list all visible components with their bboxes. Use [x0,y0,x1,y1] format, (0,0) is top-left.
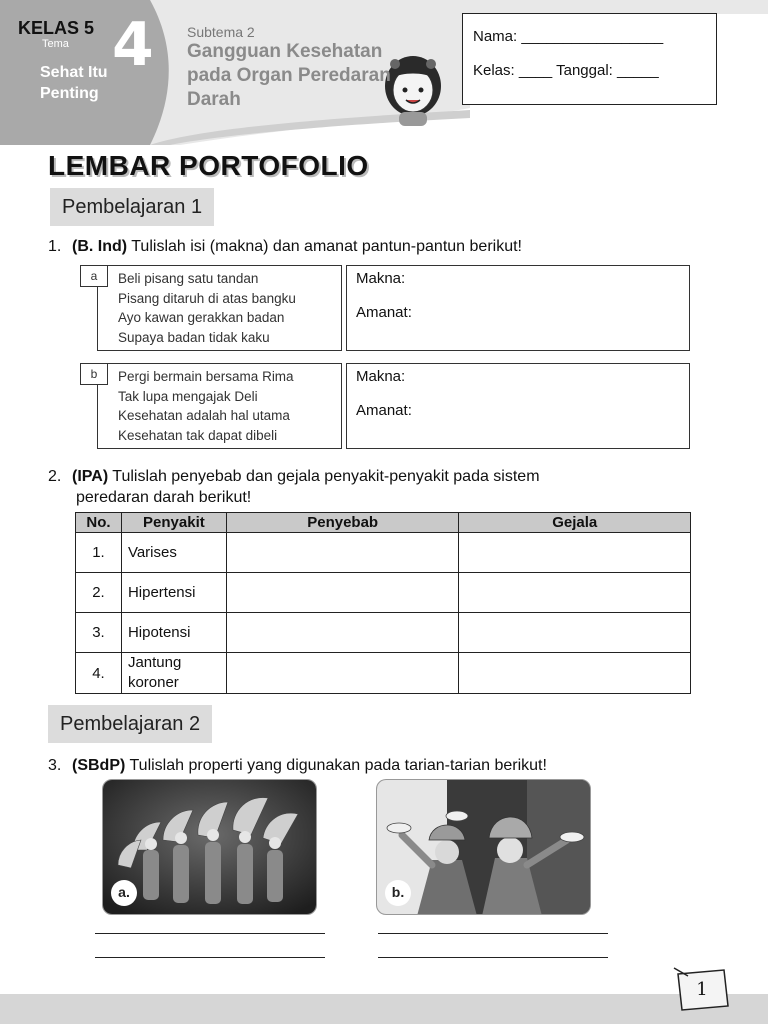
symptom-cell[interactable] [459,533,691,573]
theme-label: Tema [42,38,69,50]
cause-cell[interactable] [226,533,459,573]
row-number: 2. [76,573,122,613]
column-header-gejala: Gejala [459,513,691,533]
row-number: 3. [76,613,122,653]
cause-cell[interactable] [226,653,459,694]
page-number: 1 [696,979,708,1000]
row-number: 1. [76,533,122,573]
photo-label-a: a. [111,880,137,906]
question-text: Tulislah properti yang digunakan pada tarian-tarian berikut! [125,757,547,774]
question-subject: (B. Ind) [72,238,128,255]
disease-table [75,512,691,694]
pantun-box-b [90,363,342,449]
column-header-penyakit: Penyakit [121,513,226,533]
makna-label: Makna: [356,270,406,287]
name-field[interactable]: Nama: _________________ [473,28,664,45]
student-info-box [462,13,717,105]
row-number: 4. [76,653,122,694]
amanat-label: Amanat: [356,304,412,321]
table-header-row [76,513,691,533]
symptom-cell[interactable] [459,573,691,613]
question-1 [48,236,522,257]
page-title: LEMBAR PORTOFOLIO [48,150,369,181]
pantun-box-a [90,265,342,351]
theme-number: 4 [112,10,154,80]
question-number: 2. [48,468,62,485]
footer-band [0,994,768,1024]
class-date-field[interactable]: Kelas: ____ Tanggal: _____ [473,62,659,79]
table-row [76,613,691,653]
answer-line-a-2[interactable] [95,957,325,958]
pantun-letter: a [80,265,108,287]
pantun-line: Kesehatan tak dapat dibeli [118,427,278,443]
disease-name: Hipotensi [121,613,226,653]
pantun-line: Ayo kawan gerakkan badan [118,310,285,325]
pantun-line: Pisang ditaruh di atas bangku [118,290,296,306]
class-label: KELAS 5 [18,18,95,38]
pantun-line: Tak lupa mengajak Deli [118,388,258,404]
column-header-penyebab: Penyebab [226,513,459,533]
subtheme-title: Gangguan Kesehatan pada Organ Peredaran Darah [187,41,391,110]
question-number: 1. [48,238,62,255]
pantun-line: Beli pisang satu tandan [118,271,259,286]
table-row [76,533,691,573]
section-tab-pembelajaran-1: Pembelajaran 1 [50,188,214,226]
question-text-line-2: peredaran darah berikut! [76,489,252,506]
answer-line-a-1[interactable] [95,933,325,934]
table-row [76,653,691,694]
question-subject: (IPA) [72,468,109,485]
answer-line-b-1[interactable] [378,933,608,934]
pantun-letter: b [80,363,108,385]
section-tab-pembelajaran-2: Pembelajaran 2 [48,705,212,743]
question-subject: (SBdP) [72,757,126,774]
pantun-line: Kesehatan adalah hal utama [118,408,290,423]
theme-title: Sehat Itu Penting [40,64,108,102]
disease-name: Hipertensi [121,573,226,613]
photo-label-b: b. [385,880,411,906]
subtheme-label: Subtema 2 [187,24,255,40]
pantun-line: Supaya badan tidak kaku [118,329,270,345]
column-header-no: No. [76,513,122,533]
amanat-label: Amanat: [356,402,412,419]
cause-cell[interactable] [226,573,459,613]
question-number: 3. [48,757,62,774]
answer-line-b-2[interactable] [378,957,608,958]
answer-box-b[interactable] [346,363,690,449]
question-2 [48,466,540,508]
makna-label: Makna: [356,368,406,385]
question-text: Tulislah penyebab dan gejala penyakit-penyakit pada sistem [108,468,540,485]
table-row [76,573,691,613]
pantun-line: Pergi bermain bersama Rima [118,369,294,384]
disease-name: Varises [121,533,226,573]
dance-photo-b [376,779,591,915]
symptom-cell[interactable] [459,613,691,653]
disease-name: Jantung koroner [121,653,226,694]
answer-box-a[interactable] [346,265,690,351]
dance-photo-a [102,779,317,915]
symptom-cell[interactable] [459,653,691,694]
question-text: Tulislah isi (makna) dan amanat pantun-pantun berikut! [127,238,522,255]
question-3 [48,755,547,776]
cause-cell[interactable] [226,613,459,653]
